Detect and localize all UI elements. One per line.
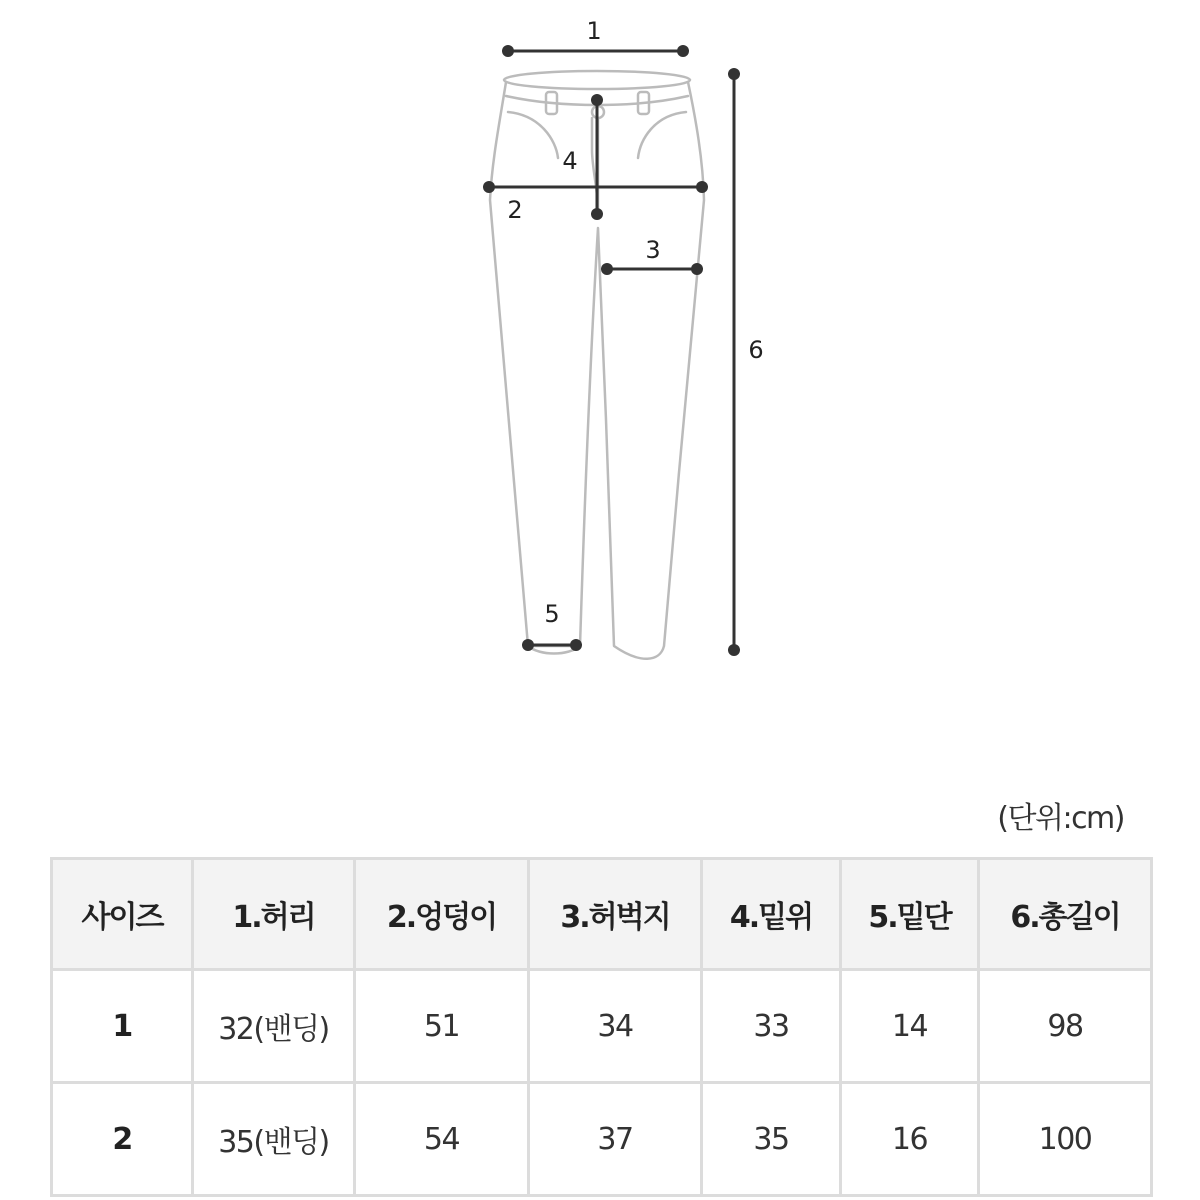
total-length-value: 100	[979, 1083, 1152, 1196]
hem-value: 16	[841, 1083, 979, 1196]
size-table	[50, 857, 1153, 1197]
table-row	[52, 1083, 1152, 1196]
header-total-length: 6.총길이	[979, 859, 1152, 970]
header-thigh: 3.허벅지	[529, 859, 702, 970]
header-waist: 1.허리	[193, 859, 355, 970]
header-hip: 2.엉덩이	[355, 859, 529, 970]
header-hem: 5.밑단	[841, 859, 979, 970]
size-value: 2	[52, 1083, 193, 1196]
total-length-value: 98	[979, 970, 1152, 1083]
measure-label-6: 6	[748, 336, 764, 364]
measure-label-5: 5	[544, 600, 560, 628]
header-row	[52, 859, 1152, 970]
table-row	[52, 970, 1152, 1083]
measure-label-1: 1	[586, 17, 602, 45]
measure-label-3: 3	[645, 236, 661, 264]
measure-label-4: 4	[562, 147, 578, 175]
waist-value: 35(밴딩)	[193, 1083, 355, 1196]
unit-note: (단위:cm)	[997, 801, 1124, 836]
thigh-value: 37	[529, 1083, 702, 1196]
rise-value: 33	[702, 970, 841, 1083]
hip-value: 54	[355, 1083, 529, 1196]
rise-value: 35	[702, 1083, 841, 1196]
hem-value: 14	[841, 970, 979, 1083]
size-value: 1	[52, 970, 193, 1083]
measure-label-2: 2	[507, 196, 523, 224]
header-rise: 4.밑위	[702, 859, 841, 970]
waist-value: 32(밴딩)	[193, 970, 355, 1083]
header-size: 사이즈	[52, 859, 193, 970]
thigh-value: 34	[529, 970, 702, 1083]
hip-value: 51	[355, 970, 529, 1083]
